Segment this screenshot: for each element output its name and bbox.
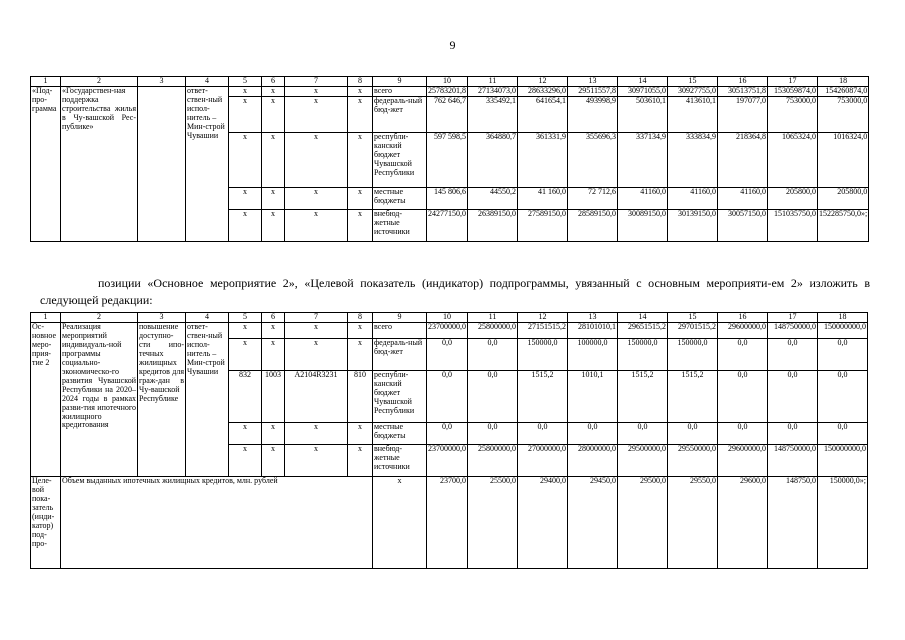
value-cell: 29600,0 [718, 477, 768, 569]
value-cell: 337134,9 [618, 133, 668, 188]
col-num: 18 [818, 313, 868, 323]
code-cell: x [348, 97, 373, 133]
code-cell: x [348, 423, 373, 445]
value-cell: 26389150,0 [468, 210, 518, 242]
source-cell: федераль-ный бюд-жет [373, 339, 427, 371]
value-cell: 148750000,0 [768, 445, 818, 477]
code-cell: x [285, 97, 348, 133]
value-cell: 23700000,0 [427, 323, 468, 339]
col-num: 9 [373, 313, 427, 323]
col-num: 18 [818, 77, 869, 87]
value-cell: 150000000,0 [818, 445, 868, 477]
code-cell: x [262, 339, 285, 371]
col-num: 8 [348, 77, 373, 87]
code-cell: x [229, 323, 262, 339]
code-cell: x [229, 188, 262, 210]
value-cell: 0,0 [718, 423, 768, 445]
source-cell: республи-канский бюджет Чувашской Республики [373, 133, 427, 188]
col-num: 15 [668, 77, 718, 87]
value-cell: 41160,0 [718, 188, 768, 210]
code-cell: x [348, 188, 373, 210]
value-cell: 29651515,2 [618, 323, 668, 339]
col-num: 9 [373, 77, 427, 87]
value-cell: 150000,0 [618, 339, 668, 371]
col-num: 11 [468, 77, 518, 87]
value-cell: 145 806,6 [427, 188, 468, 210]
source-cell: всего [373, 87, 427, 97]
executor-cell: ответ-ствен-ный испол-нитель – Мин-строй Чувашии [186, 87, 229, 242]
code-cell: x [285, 210, 348, 242]
value-cell: 28000000,0 [568, 445, 618, 477]
col-num: 8 [348, 313, 373, 323]
col-num: 5 [229, 77, 262, 87]
value-cell: 150000,0»; [818, 477, 868, 569]
value-cell: 0,0 [568, 423, 618, 445]
value-cell: 28101010,1 [568, 323, 618, 339]
col-num: 13 [568, 313, 618, 323]
value-cell: 218364,8 [718, 133, 768, 188]
value-cell: 503610,1 [618, 97, 668, 133]
col-num: 14 [618, 313, 668, 323]
code-cell: A2104R3231 [285, 371, 348, 423]
value-cell: 24277150,0 [427, 210, 468, 242]
code-cell: x [285, 339, 348, 371]
col-num: 10 [427, 77, 468, 87]
value-cell: 30513751,8 [718, 87, 768, 97]
col-num: 5 [229, 313, 262, 323]
value-cell: 1010,1 [568, 371, 618, 423]
col-num: 6 [262, 313, 285, 323]
value-cell: 364880,7 [468, 133, 518, 188]
value-cell: 355696,3 [568, 133, 618, 188]
value-cell: 361331,9 [518, 133, 568, 188]
value-cell: 29550,0 [668, 477, 718, 569]
value-cell: 25500,0 [468, 477, 518, 569]
code-cell: x [262, 323, 285, 339]
table-row [31, 323, 868, 339]
value-cell: 1515,2 [618, 371, 668, 423]
value-cell: 27151515,2 [518, 323, 568, 339]
value-cell: 28633296,0 [518, 87, 568, 97]
code-cell: x [229, 423, 262, 445]
col-num: 16 [718, 77, 768, 87]
indicator-text-cell: Объем выданных ипотечных жилищных кредитов, млн. рублей [61, 477, 373, 569]
code-cell: x [262, 210, 285, 242]
status-cell: Ос-новное меро-прия-тие 2 [31, 323, 61, 477]
executor-cell: ответ-ствен-ный испол-нитель – Мин-строй Чувашии [186, 323, 229, 477]
value-cell: 41 160,0 [518, 188, 568, 210]
col-num: 6 [262, 77, 285, 87]
col-num: 11 [468, 313, 518, 323]
source-cell: федераль-ный бюд-жет [373, 97, 427, 133]
value-cell: 29500000,0 [618, 445, 668, 477]
name-cell: «Государствен-ная поддержка строительства жилья в Чу-вашской Рес-публике» [61, 87, 138, 242]
value-cell: 29600000,0 [718, 323, 768, 339]
value-cell: 493998,9 [568, 97, 618, 133]
code-cell: x [285, 133, 348, 188]
value-cell: 753000,0 [768, 97, 818, 133]
col-num: 15 [668, 313, 718, 323]
page-number: 9 [449, 38, 456, 52]
value-cell: 25800000,0 [468, 323, 518, 339]
value-cell: 27134073,0 [468, 87, 518, 97]
col-num: 4 [186, 77, 229, 87]
column-number-row [31, 77, 869, 87]
value-cell: 0,0 [518, 423, 568, 445]
source-cell: внебюд-жетные источники [373, 210, 427, 242]
code-cell: x [229, 87, 262, 97]
value-cell: 29500,0 [618, 477, 668, 569]
code-cell: x [262, 445, 285, 477]
value-cell: 30139150,0 [668, 210, 718, 242]
value-cell: 413610,1 [668, 97, 718, 133]
value-cell: 1016324,0 [818, 133, 869, 188]
value-cell: 100000,0 [568, 339, 618, 371]
source-cell: всего [373, 323, 427, 339]
value-cell: 72 712,6 [568, 188, 618, 210]
indicator-label-cell: Целе-вой пока-затель (инди-катор) под-про- [31, 477, 61, 569]
amendment-paragraph: позиции «Основное мероприятие 2», «Целевой показатель (индикатор) подпрограммы, увязанный с основным мероприяти-ем 2» изложить в следующей редакции: [40, 276, 870, 307]
value-cell: 0,0 [818, 339, 868, 371]
col-num: 13 [568, 77, 618, 87]
col-num: 12 [518, 313, 568, 323]
value-cell: 0,0 [468, 423, 518, 445]
value-cell: 0,0 [818, 371, 868, 423]
value-cell: 0,0 [768, 339, 818, 371]
code-cell: x [285, 423, 348, 445]
status-cell: «Под-про-грамма [31, 87, 61, 242]
value-cell: 1515,2 [668, 371, 718, 423]
value-cell: 30971055,0 [618, 87, 668, 97]
goal-cell: повышение доступно-сти ипо-течных жилищных кредитов для граж-дан в Чу-вашской Республике [138, 323, 186, 477]
value-cell: 150000,0 [518, 339, 568, 371]
value-cell: 0,0 [618, 423, 668, 445]
value-cell: 29400,0 [518, 477, 568, 569]
value-cell: 152285750,0»; [818, 210, 869, 242]
col-num: 14 [618, 77, 668, 87]
value-cell: 25783201,8 [428, 86, 466, 95]
subprogram-table [30, 76, 869, 242]
code-cell: x [262, 423, 285, 445]
value-cell: 150000,0 [668, 339, 718, 371]
value-cell: 151035750,0 [768, 210, 818, 242]
value-cell: 753000,0 [818, 97, 869, 133]
value-cell: 335492,1 [468, 97, 518, 133]
code-cell: x [262, 87, 285, 97]
col-num: 3 [138, 313, 186, 323]
value-cell: 150000000,0 [818, 323, 868, 339]
value-cell: 27000000,0 [518, 445, 568, 477]
value-cell: 148750,0 [768, 477, 818, 569]
indicator-row [31, 477, 868, 569]
value-cell: 29550000,0 [668, 445, 718, 477]
name-cell: Реализация мероприятий индивидуаль-ной программы социально-экономическо-го развития Чувашской Республики на 2020–2024 годы в рамках разви-тия ипотечного жилищного кредитования [61, 323, 138, 477]
value-cell: 641654,1 [518, 97, 568, 133]
code-cell: x [285, 445, 348, 477]
value-cell: 597 598,5 [427, 133, 468, 188]
col-num: 7 [285, 313, 348, 323]
value-cell: 205800,0 [768, 188, 818, 210]
code-cell: x [348, 87, 373, 97]
value-cell: 762 646,7 [427, 97, 468, 133]
main-event-table [30, 312, 868, 569]
value-cell: 0,0 [718, 371, 768, 423]
value-cell: 205800,0 [818, 188, 869, 210]
value-cell: 23700,0 [427, 477, 468, 569]
col-num: 10 [427, 313, 468, 323]
value-cell: 30089150,0 [618, 210, 668, 242]
col-num: 17 [768, 313, 818, 323]
value-cell: 0,0 [427, 339, 468, 371]
goal-cell [138, 87, 186, 242]
value-cell: 1065324,0 [768, 133, 818, 188]
value-cell: 27589150,0 [518, 210, 568, 242]
value-cell: 41160,0 [618, 188, 668, 210]
value-cell: 0,0 [768, 371, 818, 423]
value-cell: 0,0 [468, 339, 518, 371]
value-cell: 25800000,0 [468, 445, 518, 477]
col-num: 1 [31, 313, 61, 323]
code-cell: x [285, 323, 348, 339]
value-cell: 30927755,0 [668, 87, 718, 97]
code-cell: 810 [348, 371, 373, 423]
source-cell: местные бюджеты [373, 188, 427, 210]
value-cell: 0,0 [468, 371, 518, 423]
value-cell: 29511557,8 [568, 87, 618, 97]
value-cell: 197077,0 [718, 97, 768, 133]
value-cell: 1515,2 [518, 371, 568, 423]
code-cell: x [348, 323, 373, 339]
code-cell: 832 [229, 371, 262, 423]
col-num: 16 [718, 313, 768, 323]
col-num: 3 [138, 77, 186, 87]
value-cell: 0,0 [427, 371, 468, 423]
value-cell: 153059874,0 [768, 87, 818, 97]
col-num: 1 [31, 77, 61, 87]
col-num: 2 [61, 77, 138, 87]
code-cell: x [229, 339, 262, 371]
code-cell: x [229, 210, 262, 242]
code-cell: x [262, 188, 285, 210]
code-cell: x [229, 445, 262, 477]
col-num: 17 [768, 77, 818, 87]
code-cell: x [348, 339, 373, 371]
value-cell: 0,0 [768, 423, 818, 445]
value-cell: 148750000,0 [768, 323, 818, 339]
code-cell: x [285, 87, 348, 97]
table-row [31, 87, 869, 97]
col-num: 2 [61, 313, 138, 323]
code-cell: x [229, 97, 262, 133]
col-num: 4 [186, 313, 229, 323]
indicator-code-cell: x [373, 477, 427, 569]
value-cell: 154260874,0 [818, 87, 869, 97]
code-cell: 1003 [262, 371, 285, 423]
column-number-row [31, 313, 868, 323]
value-cell: 0,0 [427, 423, 468, 445]
source-cell: местные бюджеты [373, 423, 427, 445]
value-cell: 0,0 [718, 339, 768, 371]
code-cell: x [348, 210, 373, 242]
code-cell: x [262, 97, 285, 133]
value-cell: 333834,9 [668, 133, 718, 188]
col-num: 7 [285, 77, 348, 87]
value-cell: 23700000,0 [427, 445, 468, 477]
value-cell: 44550,2 [468, 188, 518, 210]
source-cell: республи-канский бюджет Чувашской Республики [373, 371, 427, 423]
value-cell: 29701515,2 [668, 323, 718, 339]
value-cell: 29450,0 [568, 477, 618, 569]
code-cell: x [229, 133, 262, 188]
value-cell: 28589150,0 [568, 210, 618, 242]
code-cell: x [262, 133, 285, 188]
value-cell: 0,0 [818, 423, 868, 445]
value-cell: 29600000,0 [718, 445, 768, 477]
source-cell: внебюд-жетные источники [373, 445, 427, 477]
code-cell: x [348, 445, 373, 477]
value-cell: 0,0 [668, 423, 718, 445]
value-cell: 30057150,0 [718, 210, 768, 242]
value-cell: 41160,0 [668, 188, 718, 210]
col-num: 12 [518, 77, 568, 87]
code-cell: x [285, 188, 348, 210]
code-cell: x [348, 133, 373, 188]
